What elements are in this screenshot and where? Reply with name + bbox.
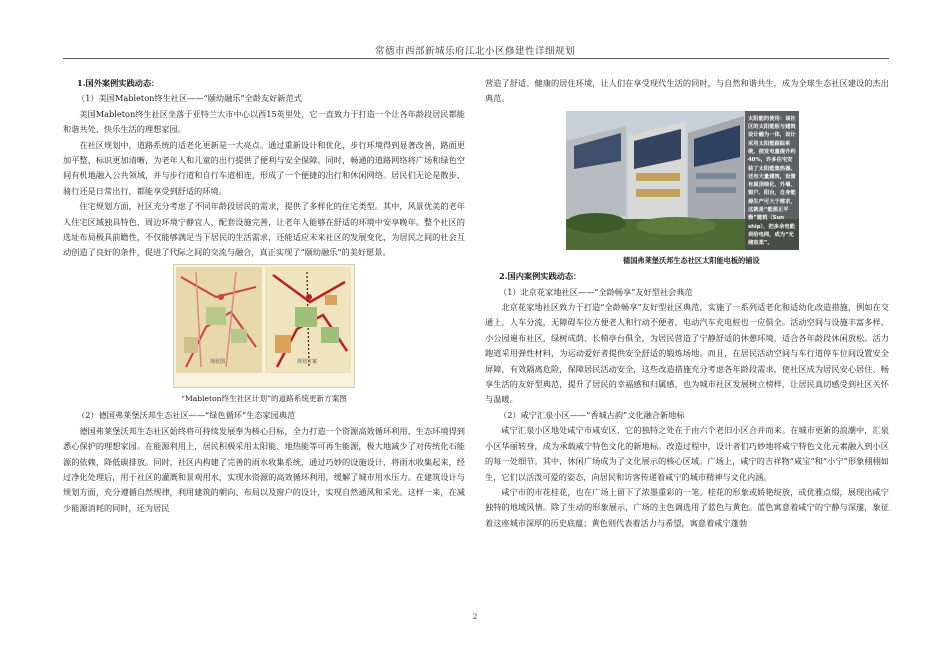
paragraph-mableton-intro: 美国Mableton终生社区坐落于亚特兰大市中心以西15英里处，它一直致力于打造一个让各年龄段居民都能和谐共处、快乐生活的理想家园。 [63,108,465,135]
subheading-mableton: （1）美国Mableton终生社区——“颐幼融乐”全龄友好新范式 [77,93,302,104]
subheading-huajiadi: （1）北京花家地社区——“全龄畅享”友好型社会典范 [499,286,693,297]
map-current-state [176,267,262,373]
section-heading-foreign-cases: 1.国外案例实践动态： [77,78,160,88]
paragraph-mableton-roads: 在社区规划中，道路系统的适老化更新是一大亮点。通过重新设计和优化，步行环境得到显著改善，路面更加平整、标识更加清晰，为老年人和儿童的出行提供了便利与安全保障。同时，畅通的道路网络将广场和绿色空间有机地融入公共领域，并与步行道和自行车道相连，形成了一个便捷的出行和休闲网络。居民们无论是散步、骑行还是日常出行，都能享受到舒适的环境。 [63,139,465,196]
paragraph-vauban-continued: 营造了舒适、健康的居住环境，让人们在享受现代生活的同时，与自然和谐共生，成为全球生态社区建设的杰出典范。 [485,78,889,104]
document-header-title: 常德市西部新城乐府江北小区修建性详细规划 [374,46,575,57]
subheading-vauban: （2）德国弗莱堡沃邦生态社区——“绿色循环”生态家园典范 [77,410,296,421]
paragraph-mableton-housing: 住宅规划方面，社区充分考虑了不同年龄段居民的需求，提供了多样化的住宅类型。其中，风景优美的老年人住宅区域独具特色，周边环境宁静宜人，配套设施完善，让老年人能够在舒适的环境中安享晚年。整个社区的选址布局极具前瞻性，不仅能够满足当下居民的生活需求，还能适应未来社区的发展变化，为居民之间的社会互动创造了良好的条件，促进了代际之间的交流与融合，真正实现了“颐幼融乐”的美好愿景。 [63,201,465,258]
mableton-road-plan-figure [173,264,355,388]
vauban-solar-photo [566,111,799,250]
paragraph-vauban: 德国弗莱堡沃邦生态社区始终将可持续发展奉为核心目标，全力打造一个资源高效循环利用、生态环境得到悉心保护的理想家园。在能源利用上，居民积极采用太阳能、地热能等可再生能源，极大地减少了对传统化石能源的依赖，降低碳排放。同时，社区内构建了完善的雨水收集系统，通过巧妙的设施设计，将雨水收集起来，经过净化处理后，用于社区的灌溉和景观用水，实现水资源的高效循环利用，缓解了城市用水压力。在建筑设计与规划方面，充分遵循自然规律，利用建筑的朝向、布局以及窗户的设计，实现自然通风和采光。这样一来，在减少能源消耗的同时，还为居民 [63,425,465,513]
map-label-plan: 规划方案 [297,359,318,366]
header-divider [63,58,889,59]
section-heading-domestic-cases: 2.国内案例实践动态： [499,271,582,282]
paragraph-huiquan-colors: 咸宁市的市花桂花，也在广场上留下了浓墨重彩的一笔。桂花的形象或娇艳绽放，或优雅点缀，展现出咸宁独特的地域风情。除了生动的形象展示，广场的主色调选用了蓝色与黄色。蓝色寓意着咸宁的宁静与深邃，象征着这座城市深厚的历史底蕴；黄色则代表着活力与希望，寓意着咸宁蓬勃 [485,486,889,528]
subheading-huiquan: （2）咸宁汇泉小区——“香城古韵”文化融合新地标 [499,409,685,420]
paragraph-huajiadi: 北京花家地社区致力于打造“全龄畅享”友好型社区典范，实施了一系列适老化和适幼化改造措施，例如在交通上，人车分流，无障碍车位方便老人和行动不便者，电动汽车充电桩也一应俱全。活动空间与设施丰富多样，小公园遍布社区，绿树成荫、长椅亭台俱全，为居民营造了宁静舒适的休憩环境，适合各年龄段休闲放松。活力跑道采用弹性材料，为运动爱好者提供安全舒适的锻炼场地。而且，在居民活动空间与车行道停车位间设置安全屏障，有效隔离危险，保障居民活动安全，这些改造措施充分考虑各年龄段需求，使社区成为居民安心居住、畅享生活的友好型典范，提升了居民的幸福感和归属感，也为城市社区发展树立榜样，让居民真切感受到社区关怀与温暖。 [485,302,889,405]
map-label-current: 现状图 [210,359,226,366]
right-column [485,76,889,531]
photo-annotation-text: 太阳能的使用：该社区的太阳能板与建筑设计融为一体，设计采用太阳能跟踪系统，使发电量提升约40%，许多住宅安装了太阳能集热器。还有大量建筑，设置有屋顶绿化、外墙、窗户、阳台，自身能源生产可大于需求，这就是“能源正平衡”建筑（Sun ship），把多余电能卖给电网，成为“光储直柔”。 [745,111,799,250]
left-column [63,76,465,516]
map-plan-proposal [265,267,351,373]
photo-caption: 德国弗莱堡沃邦生态社区太阳能电板的铺设 [623,255,760,265]
map-figure-caption: “Mableton终生社区计划”的道路系统更新方案图 [181,393,347,403]
page-number: 2 [472,612,478,621]
paragraph-huiquan-culture: 咸宁汇泉小区地处咸宁市咸安区，它的独特之处在于由六个老旧小区合并而来。在城市更新的浪潮中，汇泉小区华丽转身，成为承载咸宁特色文化的新地标。改造过程中，设计者们巧妙地将咸宁特色文化元素融入到小区的每一处细节。其中，休闲广场成为了文化展示的核心区域。广场上，咸宁的吉祥物“咸宝”和“小宁”形象栩栩如生，它们以活泼可爱的姿态，向居民和访客传递着咸宁的城市精神与文化内涵。 [485,425,889,482]
